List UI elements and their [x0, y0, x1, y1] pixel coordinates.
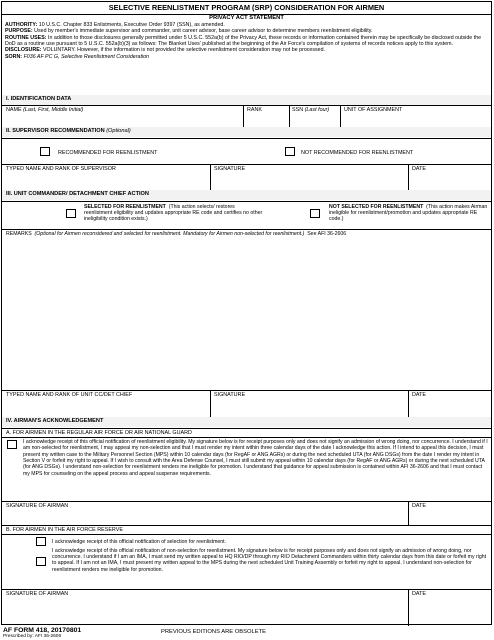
supervisor-signature-label: SIGNATURE [214, 166, 246, 172]
supervisor-date-field[interactable] [408, 164, 493, 190]
part-b-selection-text: I acknowledge receipt of this official notification of selection for reenlistment. [52, 539, 227, 545]
not-selected-description: NOT SELECTED FOR REENLISTMENT (This action makes Airman ineligible for reenlistment/promotion and updates appropriate RE code.) [329, 204, 488, 223]
part-b-nonselection-text: I acknowledge receipt of this official notification of non-selection for reenlistment. My signature below is for receipt purposes only and does not signify an admission of wrong doing, nor concurrence. I understand if I am an IMA, I must send my written appeal to HQ RIO/DP through my RIO Detachment Commanders within thirty calendar days from this date or forfeit my right to appeal. If I am not an IMA, I must present my written appeal to the MPS during the next scheduled Unit Training Assembly or forfeit my right to appeal. I understand non-selection for reenlistment renders me ineligible for promotion. [52, 548, 487, 573]
recommended-label: RECOMMENDED FOR REENLISTMENT [58, 150, 158, 156]
supervisor-date-label: DATE [412, 166, 426, 172]
airman-date-a-label: DATE [412, 503, 426, 509]
not-selected-checkbox[interactable] [310, 209, 320, 218]
recommended-checkbox[interactable] [40, 147, 50, 156]
routine-uses-text: In addition to those disclosures generally permitted under 5 U.S.C. 552a(b) of the Privacy Act, these records or information contained therein may be specifically be disclosed outside the DoD as a routine use pursuant to 5 U.S.C. 552a(b)(3) as follows: The Blanket Uses' published at the beginning of the Air Force's compilation of systems of records notices apply to this system. [5, 34, 482, 48]
commander-name-label: TYPED NAME AND RANK OF UNIT CC/DET CHIEF [6, 392, 133, 398]
commander-signature-label: SIGNATURE [214, 392, 246, 398]
commander-name-field[interactable] [2, 390, 210, 417]
remarks-label: REMARKS (Optional for Airmen reconsidered and selected for reenlistment. Mandatory for Airmen non-selected for reenlistment.) See AFI 36-2606 [6, 231, 347, 237]
sorn-label: SORN: [5, 53, 23, 60]
not-recommended-label: NOT RECOMMENDED FOR REENLISTMENT [301, 150, 414, 156]
commander-date-field[interactable] [408, 390, 493, 417]
section-commander-heading: III. UNIT COMMANDER/ DETACHMENT CHIEF ACTION [2, 190, 491, 200]
unit-field[interactable] [340, 105, 493, 127]
supervisor-name-field[interactable] [2, 164, 210, 190]
form-number: AF FORM 418, 20170801 [3, 627, 82, 634]
supervisor-signature-field[interactable] [210, 164, 408, 190]
purpose-text: Used by member's immediate supervisor and commander, unit career advisor, base career advisor to determine members reenlistment eligibility. [34, 28, 373, 35]
supervisor-name-label: TYPED NAME AND RANK OF SUPERVISOR [6, 166, 116, 172]
part-a-checkbox[interactable] [7, 440, 17, 449]
authority-text: 10 U.S.C. Chapter 833 Enlistments, Executive Order 9397 (SSN), as amended. [38, 22, 225, 28]
section-identification-heading: I. IDENTIFICATION DATA [2, 95, 491, 105]
remarks-field[interactable] [2, 239, 493, 390]
disclosure-label: DISCLOSURE: [5, 47, 42, 54]
airman-signature-a-label: SIGNATURE OF AIRMAN [6, 503, 69, 509]
airman-date-b-field[interactable] [408, 589, 493, 626]
part-b-selection-checkbox[interactable] [36, 537, 46, 546]
previous-editions-note: PREVIOUS EDITIONS ARE OBSOLETE [161, 629, 267, 635]
prescribed-by: Prescribed by: AFI 36-2606 [3, 634, 62, 639]
unit-field-label: UNIT OF ASSIGNMENT [344, 107, 403, 113]
authority-label: AUTHORITY: [5, 22, 38, 28]
part-a-acknowledgement-text: I acknowledge receipt of this official notification of reenlistment eligibility. My signature below is for receipt purposes only and does not signify an admission of wrong doing, nor concurrence. I understand if I am non-selected for reenlistment, I may appeal my non-selection and that I must render my intent within three calendar days of the date I acknowledge this action. If I intend to appeal this decision, I must present my written case to the Military Personnel Section (MPS) within 10 calendar days (for RegAF or ANG AGRs) or during the next scheduled UTA (for ANG DSGs) from the date I render my intent in Section V or forfeit my right to appeal. If I wish to consult with the Area Defense Counsel, I must still submit my appeal within 10 calendar days (for RegAF or ANG AGRs) or during the next scheduled UTA (for ANG DSGs). I understand non-selection for reenlistment renders me ineligible for promotion. I understand that guidance for appeal submission is contained within AFI 36-2606 and that I must contact my MPS for counseling on the appeal process and appeal suspense requirements. [23, 439, 488, 477]
ssn-field[interactable] [289, 105, 340, 127]
part-a-heading: A. FOR AIRMEN IN THE REGULAR AIR FORCE OR AIR NATIONAL GUARD [6, 430, 192, 436]
routine-uses-label: ROUTINE USES: [5, 34, 47, 41]
airman-date-a-field[interactable] [408, 501, 493, 525]
part-b-nonselection-checkbox[interactable] [36, 557, 46, 566]
name-field-label: NAME (Last, First, Middle Initial) [6, 107, 84, 113]
selected-description: SELECTED FOR REENLISTMENT (This action selects/ restores reenlistment eligibility and updates appropriate RE code and certifies no other ineligibility condition exists.) [84, 204, 263, 223]
purpose-label: PURPOSE: [5, 28, 33, 35]
airman-signature-b-field[interactable] [2, 589, 408, 626]
section-supervisor-heading: II. SUPERVISOR RECOMMENDATION (Optional) [2, 127, 491, 137]
name-field[interactable] [2, 105, 243, 127]
rank-field-label: RANK [247, 107, 262, 113]
selected-checkbox[interactable] [66, 209, 76, 218]
form-title: SELECTIVE REENLISTMENT PROGRAM (SRP) CONSIDERATION FOR AIRMEN [108, 3, 385, 12]
commander-date-label: DATE [412, 392, 426, 398]
sorn-text: F036 AF PC G, Selective Reenlistment Consideration [23, 53, 149, 60]
ssn-field-label: SSN (Last four) [292, 107, 330, 113]
part-b-heading: B. FOR AIRMEN IN THE AIR FORCE RESERVE [6, 527, 123, 533]
airman-signature-b-label: SIGNATURE OF AIRMAN [6, 591, 69, 597]
disclosure-text: VOLUNTARY. However, if the information is not provided the selective reenlistment consideration may not be processed. [42, 47, 326, 54]
not-recommended-checkbox[interactable] [285, 147, 295, 156]
rank-field[interactable] [243, 105, 289, 127]
airman-signature-a-field[interactable] [2, 501, 408, 525]
airman-date-b-label: DATE [412, 591, 426, 597]
privacy-heading: PRIVACY ACT STATEMENT [209, 15, 284, 21]
privacy-act-statement [5, 22, 488, 60]
srp-form [1, 1, 492, 625]
section-acknowledgement-heading: IV. AIRMAN'S ACKNOWLEDGEMENT [2, 417, 491, 427]
commander-signature-field[interactable] [210, 390, 408, 417]
